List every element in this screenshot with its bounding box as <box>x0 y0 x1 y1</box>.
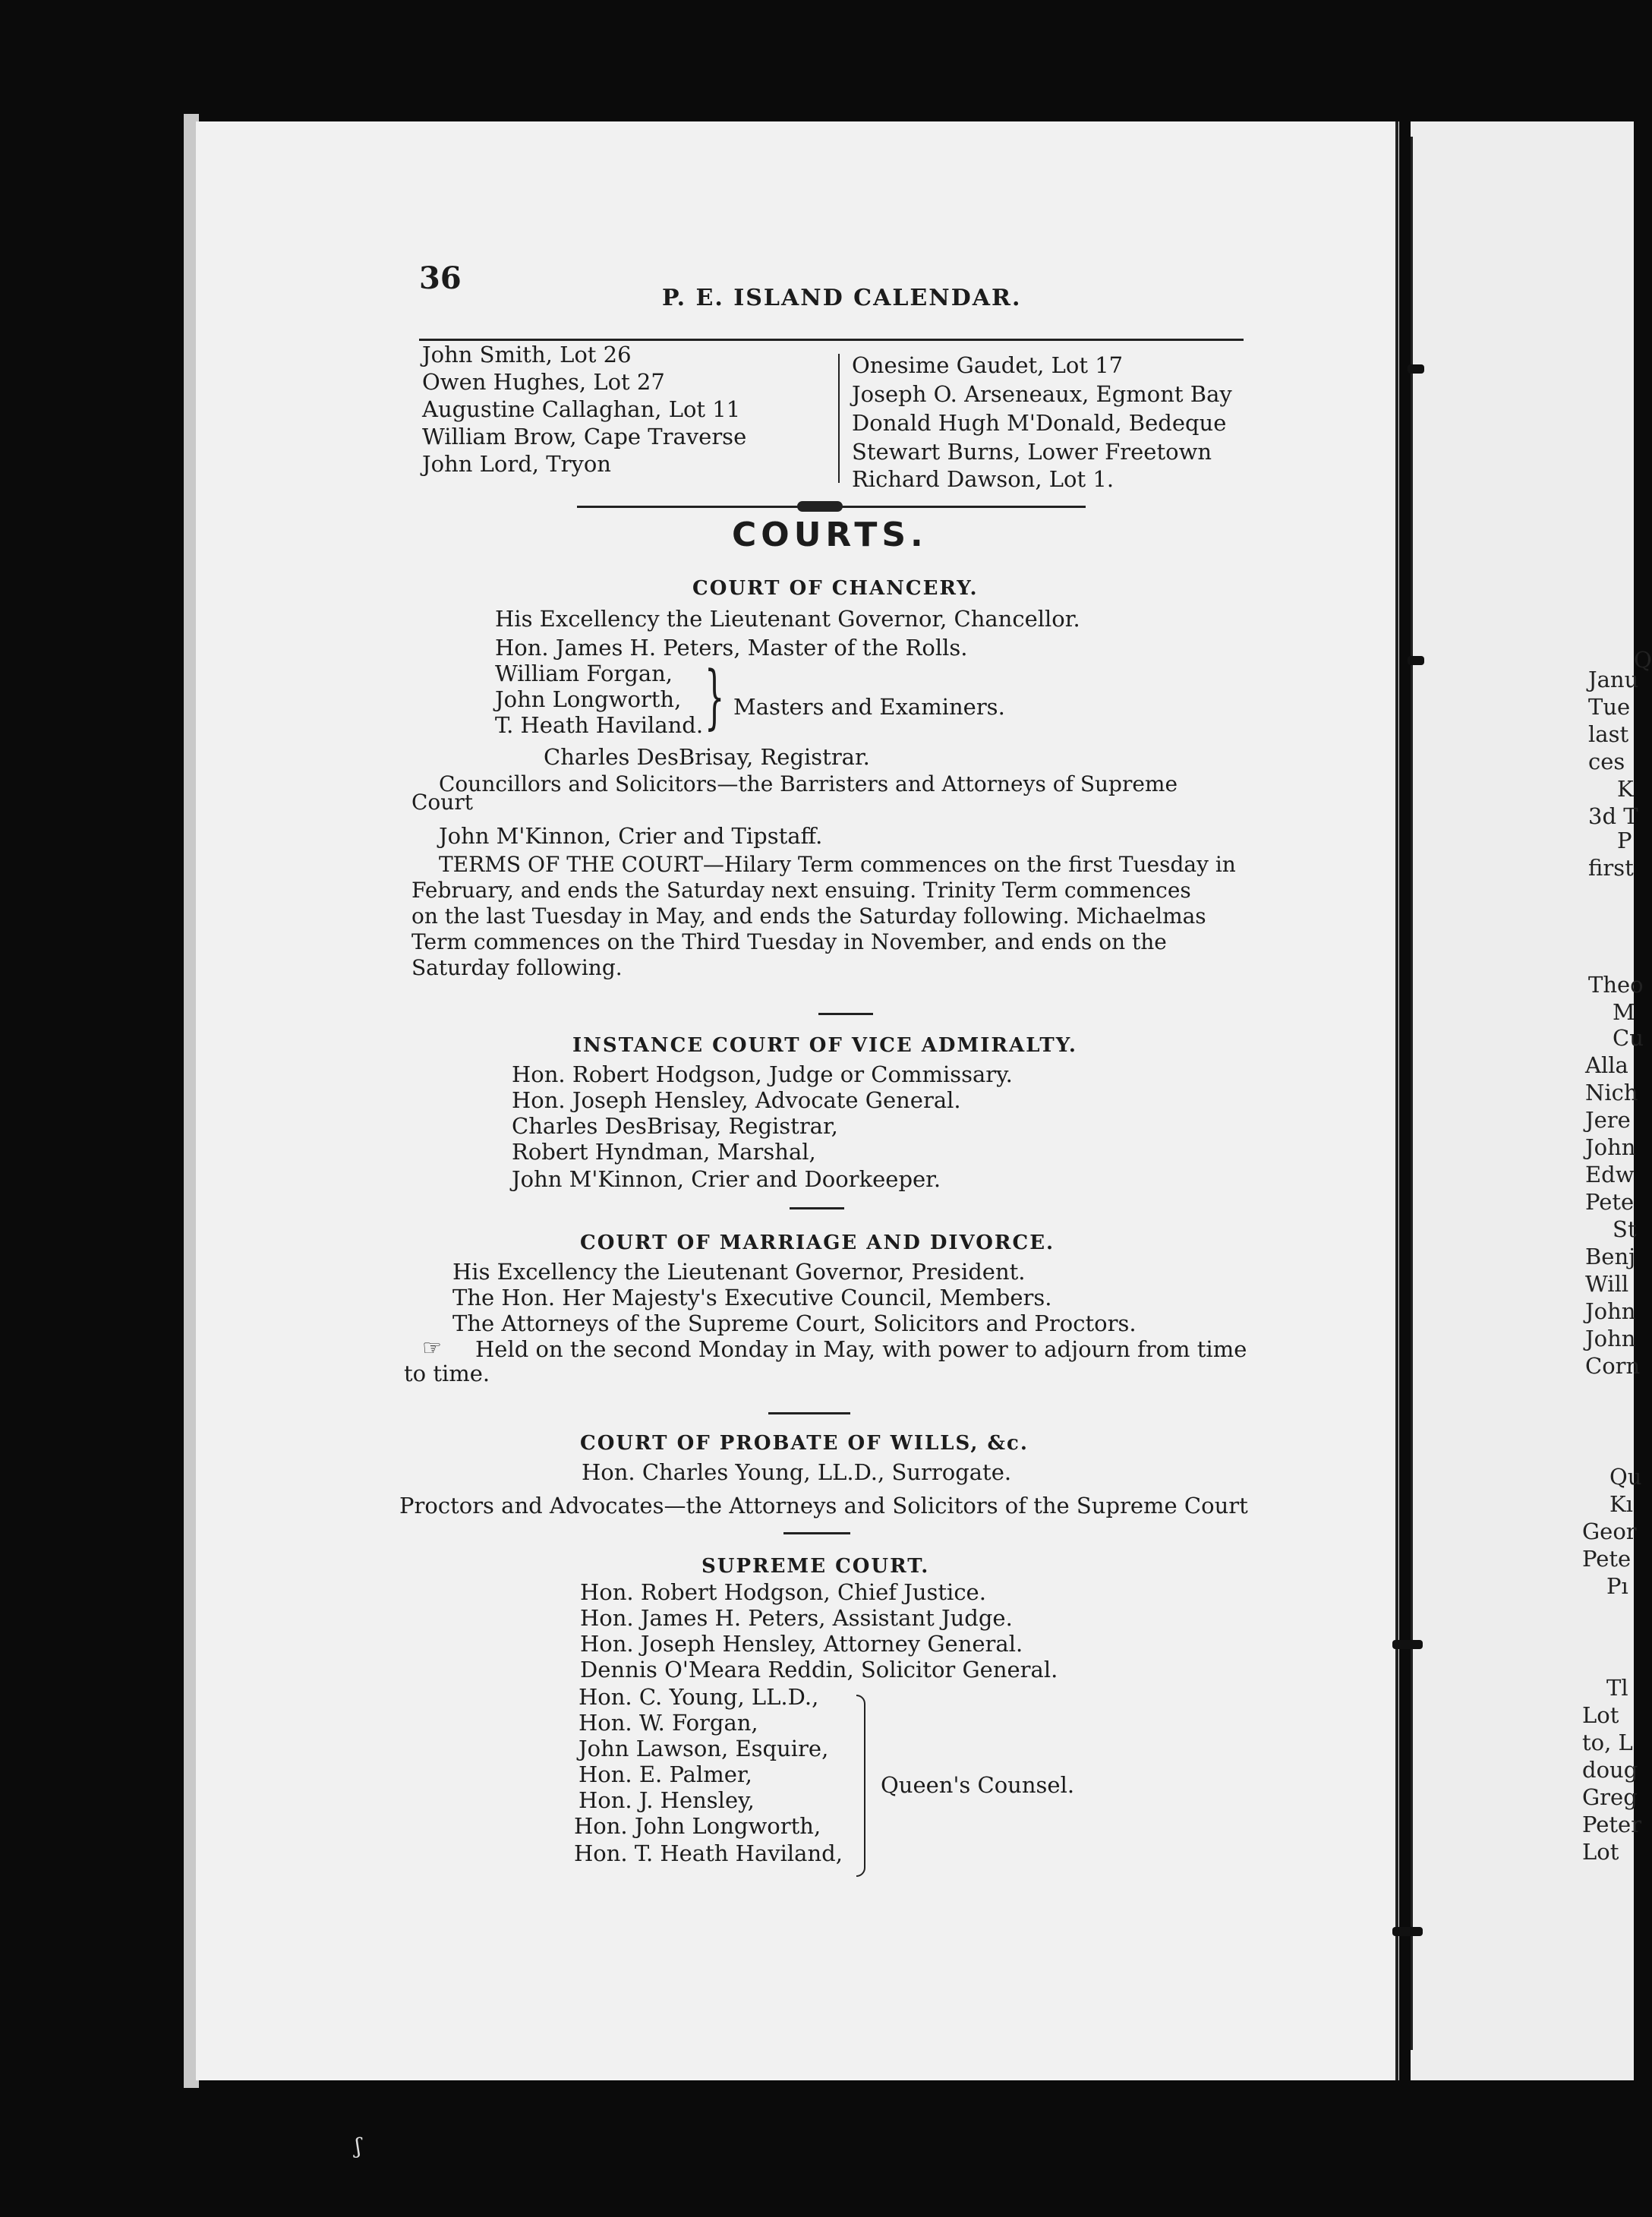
court-line: His Excellency the Lieutenant Governor, Chancellor. <box>495 606 1080 632</box>
binding-stitch <box>1408 656 1424 665</box>
counsel-name: Hon. C. Young, LL.D., <box>579 1684 819 1710</box>
section-rule <box>790 1207 844 1209</box>
running-title: P. E. ISLAND CALENDAR. <box>662 285 1022 311</box>
right-gutter-line <box>1411 137 1413 2050</box>
court-title: COURT OF CHANCERY. <box>692 577 979 600</box>
fragment: K <box>1617 776 1634 802</box>
ornament-rule <box>577 506 835 508</box>
fragment: Jere <box>1585 1107 1631 1133</box>
fragment: Cu <box>1613 1025 1644 1051</box>
master-name: T. Heath Haviland. <box>495 712 704 738</box>
name-entry: Richard Dawson, Lot 1. <box>852 466 1114 492</box>
fragment: ces <box>1588 749 1625 774</box>
masters-role: Masters and Examiners. <box>733 694 1005 720</box>
fragment: doug <box>1582 1757 1638 1783</box>
court-title: SUPREME COURT. <box>701 1555 930 1578</box>
header-rule <box>419 339 1244 341</box>
court-line: The Hon. Her Majesty's Executive Council, Members. <box>452 1285 1052 1310</box>
section-rule <box>818 1013 873 1015</box>
fragment: 3d T <box>1588 803 1638 829</box>
name-entry: John Smith, Lot 26 <box>422 342 632 367</box>
court-line: Hon. James H. Peters, Assistant Judge. <box>580 1605 1013 1631</box>
court-title: INSTANCE COURT OF VICE ADMIRALTY. <box>572 1034 1077 1057</box>
court-line: John M'Kinnon, Crier and Doorkeeper. <box>512 1166 941 1192</box>
section-rule <box>768 1412 850 1414</box>
fragment: Lot <box>1582 1839 1619 1865</box>
court-line: Hon. James H. Peters, Master of the Rolls. <box>495 635 968 661</box>
fragment: Theo <box>1588 972 1644 998</box>
column-divider <box>838 354 840 483</box>
court-line: Robert Hyndman, Marshal, <box>512 1139 816 1165</box>
fragment: John <box>1585 1298 1636 1324</box>
fragment: Geor <box>1582 1518 1637 1544</box>
court-line: Hon. Joseph Hensley, Attorney General. <box>580 1631 1023 1657</box>
fragment: Tl <box>1606 1675 1628 1701</box>
terms-line: Term commences on the Third Tuesday in November, and ends on the <box>411 929 1167 954</box>
terms-line: Saturday following. <box>411 955 623 980</box>
grouping-brace: } <box>705 656 725 737</box>
fragment: Will <box>1585 1271 1629 1297</box>
binding-stitch <box>1408 364 1424 374</box>
section-rule <box>783 1532 850 1534</box>
binding-stitch <box>1392 1927 1423 1936</box>
court-line: Hon. Joseph Hensley, Advocate General. <box>512 1087 961 1113</box>
fragment: last <box>1588 721 1629 747</box>
fragment: Edw <box>1585 1162 1635 1187</box>
fragment: John <box>1585 1134 1636 1160</box>
name-entry: Augustine Callaghan, Lot 11 <box>422 396 741 422</box>
fragment: Lot <box>1582 1702 1619 1728</box>
registrar-line: Charles DesBrisay, Registrar. <box>544 744 870 770</box>
fragment: Pete <box>1585 1189 1635 1215</box>
fragment: M <box>1613 999 1635 1025</box>
fragment: Pı <box>1606 1573 1628 1599</box>
councillors-line: Councillors and Solicitors—the Barristers and Attorneys of Supreme <box>439 771 1178 796</box>
fragment: John <box>1585 1326 1636 1351</box>
fragment: Benj <box>1585 1244 1636 1269</box>
pointing-hand-icon: ☞ <box>422 1335 442 1361</box>
name-entry: Stewart Burns, Lower Freetown <box>852 439 1212 465</box>
court-title: COURT OF MARRIAGE AND DIVORCE. <box>580 1231 1055 1254</box>
court-line: Charles DesBrisay, Registrar, <box>512 1113 838 1139</box>
counsel-name: Hon. J. Hensley, <box>579 1787 755 1813</box>
fragment: Kı <box>1609 1491 1633 1517</box>
fragment: Corn <box>1585 1353 1641 1379</box>
fragment: Nich <box>1585 1080 1638 1105</box>
court-line: Hon. Charles Young, LL.D., Surrogate. <box>582 1459 1012 1485</box>
court-line: Dennis O'Meara Reddin, Solicitor General. <box>580 1657 1058 1682</box>
counsel-name: Hon. W. Forgan, <box>579 1710 758 1736</box>
master-name: William Forgan, <box>495 661 673 686</box>
court-line: Hon. Robert Hodgson, Judge or Commissary. <box>512 1061 1013 1087</box>
terms-line: TERMS OF THE COURT—Hilary Term commences on the first Tuesday in <box>439 852 1236 877</box>
counsel-role: Queen's Counsel. <box>881 1772 1075 1798</box>
ornament-rule <box>835 506 1086 508</box>
fragment: first <box>1588 855 1634 881</box>
counsel-name: Hon. John Longworth, <box>574 1813 821 1839</box>
fragment: Tue <box>1588 694 1631 720</box>
master-name: John Longworth, <box>495 686 682 712</box>
name-entry: Donald Hugh M'Donald, Bedeque <box>852 410 1227 436</box>
court-line: His Excellency the Lieutenant Governor, President. <box>452 1259 1026 1285</box>
fragment: to, L <box>1582 1730 1633 1755</box>
binding-stitch <box>1392 1640 1423 1649</box>
fragment: Peter <box>1582 1812 1642 1837</box>
fragment: Janu <box>1588 667 1639 692</box>
fragment: Q <box>1634 647 1652 673</box>
fragment: P <box>1617 828 1632 853</box>
section-title: COURTS. <box>732 516 928 554</box>
fragment: Pete <box>1582 1546 1632 1572</box>
name-entry: William Brow, Cape Traverse <box>422 424 747 449</box>
court-line: Proctors and Advocates—the Attorneys and Solicitors of the Supreme Court <box>399 1493 1248 1518</box>
margin-mark: ʃ <box>355 2133 361 2159</box>
counsel-name: Hon. E. Palmer, <box>579 1761 752 1787</box>
note-line: Held on the second Monday in May, with power to adjourn from time <box>475 1336 1247 1362</box>
fragment: Qu <box>1609 1464 1642 1490</box>
court-line: The Attorneys of the Supreme Court, Solicitors and Proctors. <box>452 1310 1137 1336</box>
page-number: 36 <box>419 260 462 296</box>
fragment: Greg <box>1582 1784 1638 1810</box>
terms-line: on the last Tuesday in May, and ends the Saturday following. Michaelmas <box>411 904 1206 929</box>
crier-line: John M'Kinnon, Crier and Tipstaff. <box>439 823 823 849</box>
fragment: St <box>1613 1216 1637 1242</box>
counsel-name: John Lawson, Esquire, <box>579 1736 829 1761</box>
name-entry: Onesime Gaudet, Lot 17 <box>852 352 1124 378</box>
name-entry: Owen Hughes, Lot 27 <box>422 369 665 395</box>
councillors-line-cont: Court <box>411 790 473 815</box>
note-line-cont: to time. <box>404 1361 490 1386</box>
grouping-brace <box>856 1695 865 1877</box>
terms-line: February, and ends the Saturday next ensuing. Trinity Term commences <box>411 878 1191 903</box>
name-entry: John Lord, Tryon <box>422 451 611 477</box>
fragment: Alla <box>1585 1052 1628 1078</box>
court-line: Hon. Robert Hodgson, Chief Justice. <box>580 1579 986 1605</box>
court-title: COURT OF PROBATE OF WILLS, &c. <box>580 1432 1029 1455</box>
gutter-line <box>1395 121 1398 2080</box>
name-entry: Joseph O. Arseneaux, Egmont Bay <box>852 381 1232 407</box>
counsel-name: Hon. T. Heath Haviland, <box>574 1840 843 1866</box>
